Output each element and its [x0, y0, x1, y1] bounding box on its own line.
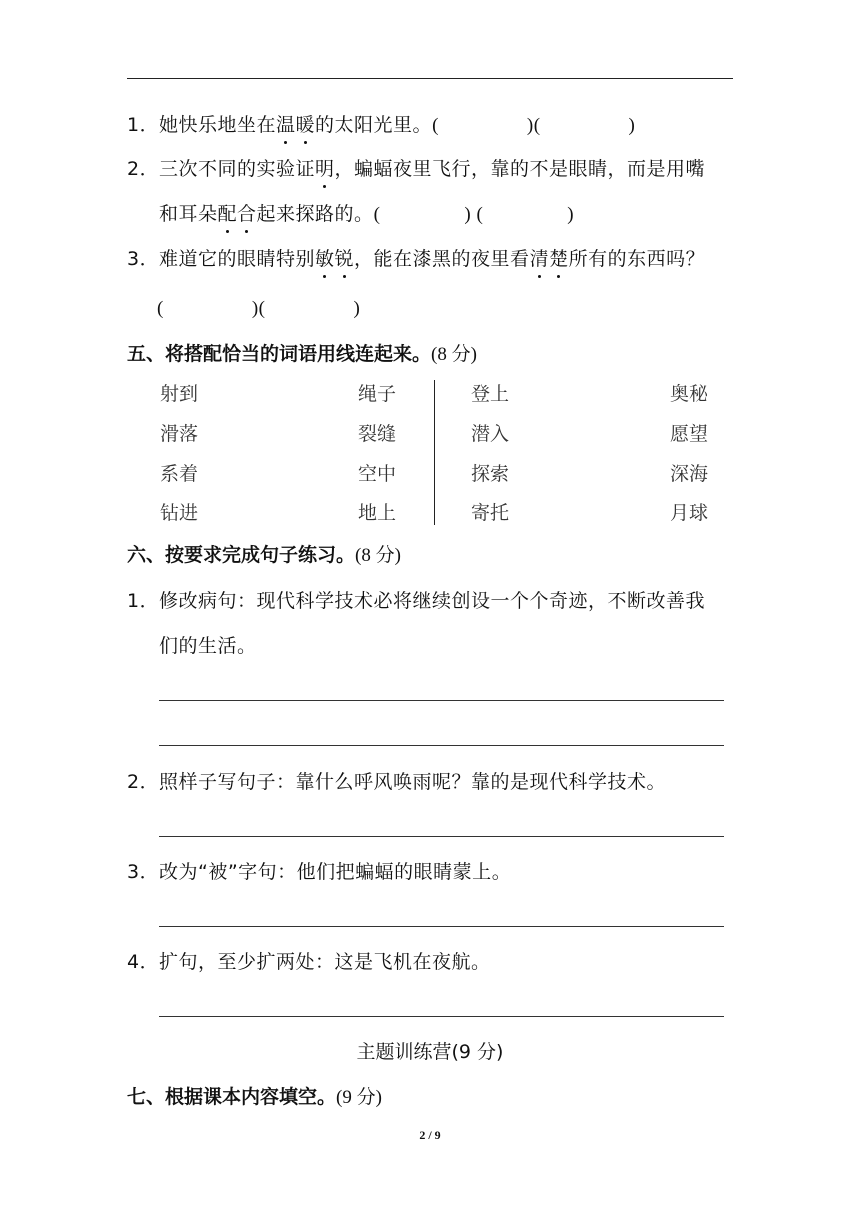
dotted-char: 清	[529, 248, 550, 270]
item-text: 扩句，至少扩两处：这是飞机在夜航。	[159, 951, 491, 973]
item-number: 3．	[127, 248, 160, 270]
section-6-title	[127, 543, 401, 568]
dotted-char: 敏	[315, 248, 335, 270]
exercise-item-4	[127, 950, 491, 974]
item-number: 3．	[127, 861, 160, 883]
q4-item-3	[127, 247, 705, 271]
match-word[interactable]: 深海	[670, 463, 709, 485]
page-number: 2 / 9	[419, 1128, 441, 1142]
answer-paren-mid: )(	[526, 115, 541, 136]
answer-line[interactable]	[159, 836, 724, 837]
answer-paren-close: )	[628, 115, 636, 136]
item-text: 起来探路的。	[256, 203, 374, 225]
q4-item-2-cont	[159, 202, 574, 227]
answer-paren-open: (	[432, 115, 439, 136]
item-text: 的太阳光里。	[315, 114, 433, 136]
item-text: 所有的东西吗？	[568, 248, 706, 270]
dotted-char: 楚	[549, 248, 569, 270]
match-word[interactable]: 系着	[160, 463, 199, 485]
item-number: 2．	[127, 158, 160, 180]
answer-line[interactable]	[159, 1016, 724, 1017]
match-word[interactable]: 登上	[471, 383, 510, 405]
section-score: (8 分)	[431, 344, 477, 365]
item-text: 改为“被”字句：他们把蝙蝠的眼睛蒙上。	[159, 861, 512, 883]
match-word[interactable]: 裂缝	[358, 423, 397, 445]
match-word[interactable]: 奥秘	[670, 383, 709, 405]
q4-item-2	[127, 157, 705, 181]
item-number: 4．	[127, 951, 160, 973]
match-word[interactable]: 愿望	[670, 423, 709, 445]
answer-paren-open: (	[157, 298, 164, 319]
item-text: 们的生活。	[159, 635, 257, 657]
answer-paren-mid: ) (	[464, 204, 484, 225]
item-text: ，蝙蝠夜里飞行，靠的不是眼睛，而是用嘴	[334, 158, 706, 180]
answer-line[interactable]	[159, 745, 724, 746]
exercise-item-1	[127, 589, 705, 613]
column-divider	[434, 380, 435, 525]
match-word[interactable]: 绳子	[358, 383, 397, 405]
answer-paren-close: )	[353, 298, 361, 319]
match-word[interactable]: 探索	[471, 463, 510, 485]
item-text: 修改病句：现代科学技术必将继续创设一个个奇迹，不断改善我	[159, 590, 706, 612]
match-word[interactable]: 寄托	[471, 502, 510, 524]
item-number: 2．	[127, 771, 160, 793]
exercise-item-2	[127, 770, 666, 794]
dotted-char: 温	[276, 114, 296, 136]
match-word[interactable]: 滑落	[160, 423, 199, 445]
match-word[interactable]: 潜入	[471, 423, 510, 445]
answer-paren-close: )	[567, 204, 575, 225]
answer-line[interactable]	[159, 926, 724, 927]
match-word[interactable]: 空中	[358, 463, 397, 485]
section-score: (8 分)	[355, 545, 401, 566]
item-number: 1．	[127, 114, 160, 136]
unit-subtitle: 主题训练营(9 分)	[356, 1041, 504, 1063]
q4-item-3-answers	[157, 296, 360, 321]
match-word[interactable]: 射到	[160, 383, 199, 405]
item-text: 照样子写句子：靠什么呼风唤雨呢？靠的是现代科学技术。	[159, 771, 667, 793]
match-word[interactable]: 月球	[670, 502, 709, 524]
item-text: 她快乐地坐在	[159, 114, 277, 136]
item-text: 和耳朵	[159, 203, 218, 225]
item-text: 难道它的眼睛特别	[159, 248, 316, 270]
word-matching-table	[160, 378, 720, 528]
item-text: 三次不同的实验证	[159, 158, 316, 180]
dotted-char: 锐	[334, 248, 355, 270]
dotted-char: 暖	[295, 114, 316, 136]
section-score: (9 分)	[336, 1087, 382, 1108]
section-title-text: 五、将搭配恰当的词语用线连起来。	[127, 343, 432, 365]
exercise-item-3	[127, 860, 511, 884]
match-word[interactable]: 钻进	[160, 502, 199, 524]
section-title-text: 七、根据课本内容填空。	[127, 1086, 337, 1108]
exercise-item-1-cont	[159, 634, 257, 658]
answer-paren-open: (	[373, 204, 381, 225]
q4-item-1	[127, 113, 635, 138]
answer-line[interactable]	[159, 700, 724, 701]
dotted-char: 明	[315, 158, 335, 180]
item-text: ，能在漆黑的夜里看	[354, 248, 530, 270]
dotted-char: 配	[217, 203, 238, 225]
item-number: 1．	[127, 590, 160, 612]
dotted-char: 合	[237, 203, 257, 225]
section-title-text: 六、按要求完成句子练习。	[127, 544, 356, 566]
section-7-title	[127, 1085, 382, 1110]
answer-paren-mid: )(	[251, 298, 266, 319]
match-word[interactable]: 地上	[358, 502, 397, 524]
section-5-title	[127, 342, 477, 367]
header-rule	[127, 78, 733, 79]
